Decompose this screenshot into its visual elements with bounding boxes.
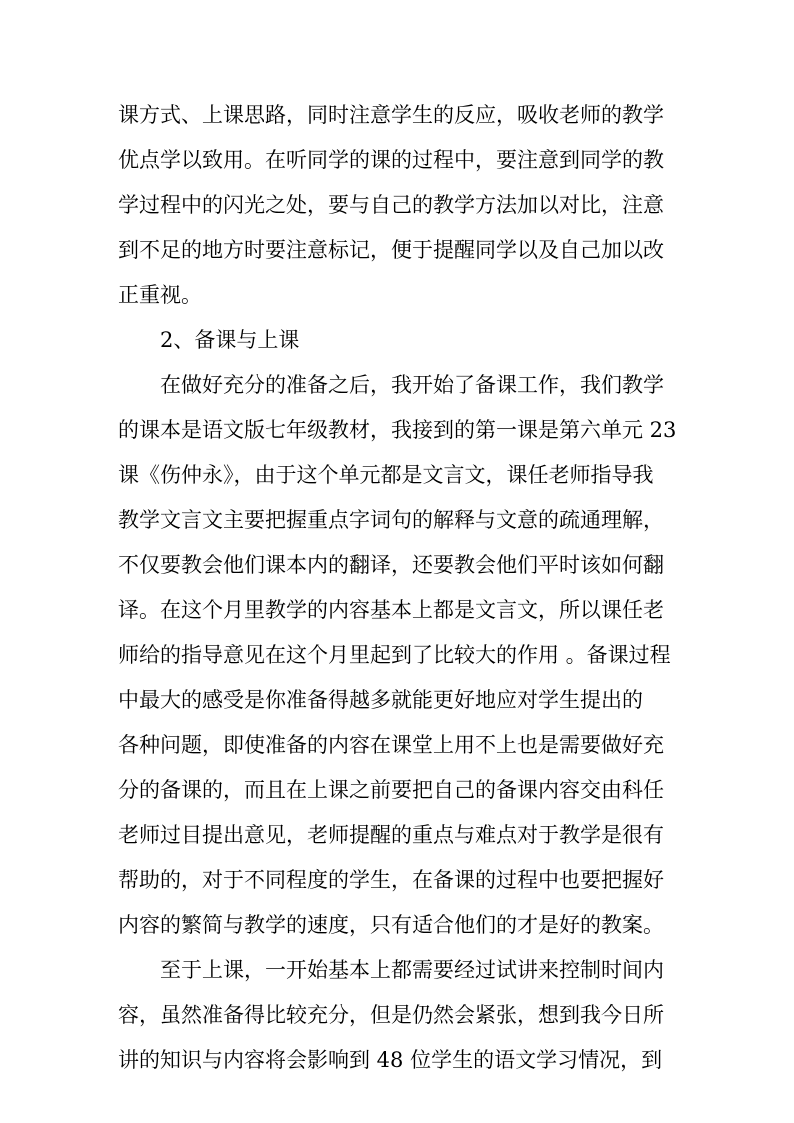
body-line: 优点学以致用。在听同学的课的过程中，要注意到同学的教 [118,148,664,172]
body-line: 内容的繁简与教学的速度，只有适合他们的才是好的教案。 [118,913,664,937]
body-line: 译。在这个月里教学的内容基本上都是文言文，所以课任老 [118,598,664,622]
body-line: 各种问题，即使准备的内容在课堂上用不上也是需要做好充 [118,733,664,757]
body-line: 师给的指导意见在这个月里起到了比较大的作用 。备课过程 [118,643,671,667]
body-line: 老师过目提出意见，老师提醒的重点与难点对于教学是很有 [118,823,664,847]
body-line: 分的备课的，而且在上课之前要把自己的备课内容交由科任 [118,778,664,802]
body-line: 正重视。 [118,283,202,307]
body-line: 中最大的感受是你准备得越多就能更好地应对学生提出的 [118,688,643,712]
body-line: 的课本是语文版七年级教材，我接到的第一课是第六单元 23 [118,418,677,442]
body-line: 至于上课，一开始基本上都需要经过试讲来控制时间内 [160,958,664,982]
body-line: 课《伤仲永》，由于这个单元都是文言文，课任老师指导我 [118,463,654,487]
body-line: 讲的知识与内容将会影响到 48 位学生的语文学习情况，到 [118,1048,663,1072]
section-heading: 2、备课与上课 [160,328,300,352]
body-line: 帮助的，对于不同程度的学生，在备课的过程中也要把握好 [118,868,664,892]
body-line: 不仅要教会他们课本内的翻译，还要教会他们平时该如何翻 [118,553,664,577]
body-line: 在做好充分的准备之后，我开始了备课工作，我们教学 [160,373,664,397]
body-line: 到不足的地方时要注意标记，便于提醒同学以及自己加以改 [118,238,664,262]
body-line: 学过程中的闪光之处，要与自己的教学方法加以对比，注意 [118,193,664,217]
body-line: 容，虽然准备得比较充分，但是仍然会紧张，想到我今日所 [118,1003,664,1027]
body-line: 教学文言文主要把握重点字词句的解释与文意的疏通理解， [118,508,664,532]
body-line: 课方式、上课思路，同时注意学生的反应，吸收老师的教学 [118,103,664,127]
